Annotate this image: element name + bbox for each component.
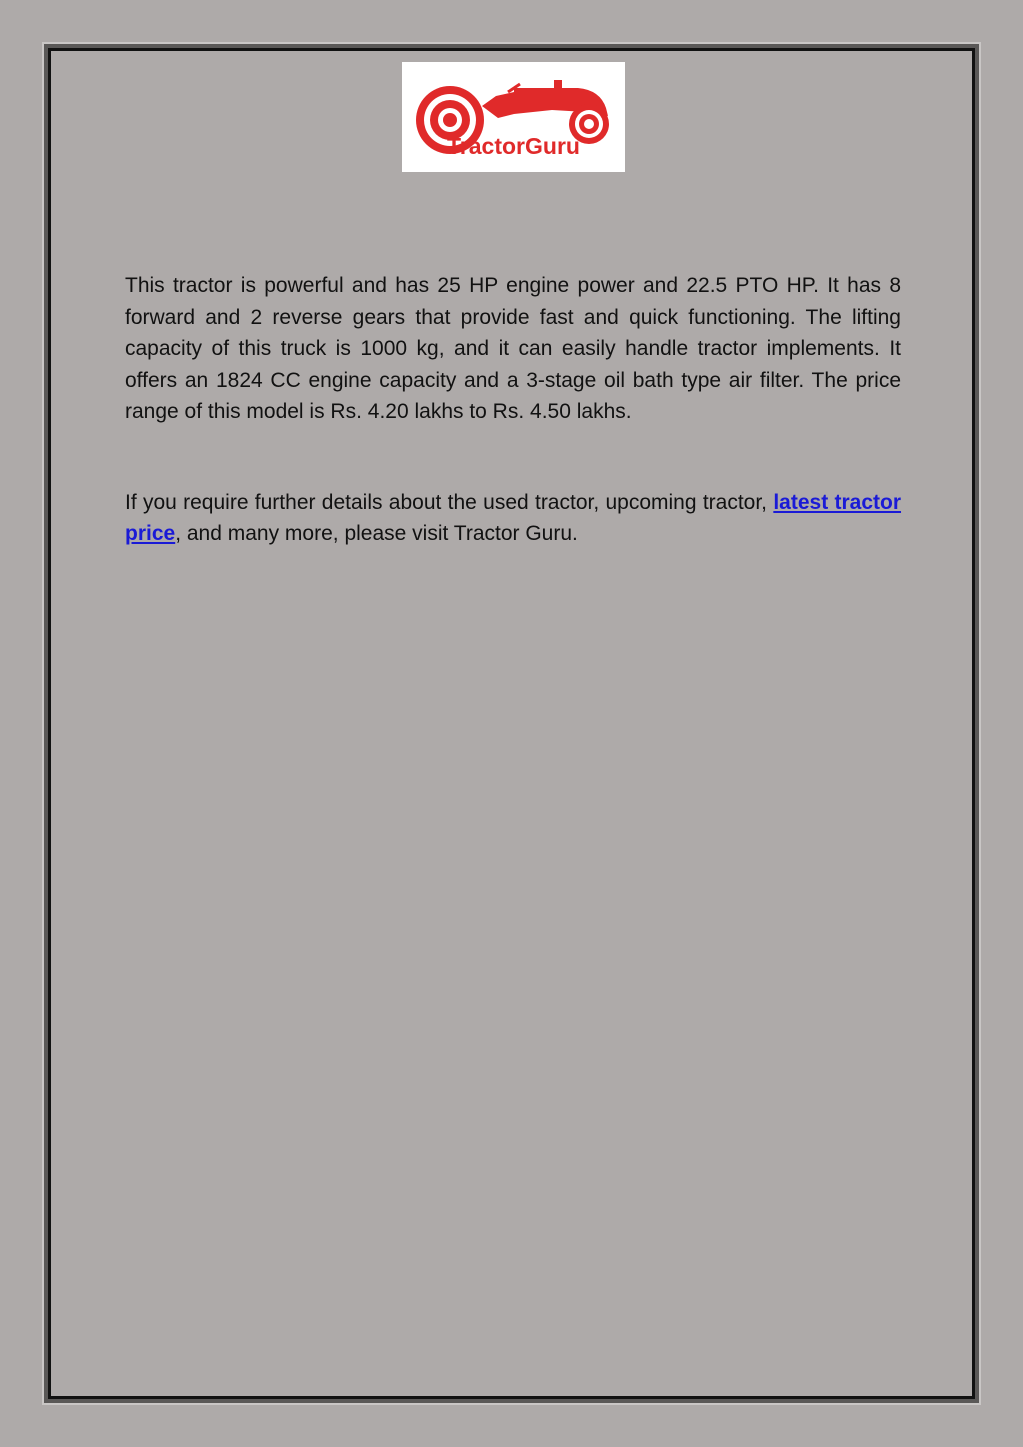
- article-body: [125, 270, 901, 550]
- paragraph-visit: [125, 487, 901, 550]
- paragraph-visit-text-before: If you require further details about the used tractor, upcoming tractor,: [125, 490, 774, 514]
- tractorguru-logo: [402, 62, 625, 172]
- paragraph-visit-text-after: , and many more, please visit Tractor Guru.: [175, 522, 578, 545]
- tractor-icon: [402, 62, 625, 172]
- page-border-inner: [48, 48, 975, 1399]
- latest-tractor-price-link[interactable]: latest tractor price: [125, 490, 902, 545]
- paragraph-specs: This tractor is powerful and has 25 HP engine power and 22.5 PTO HP. It has 8 forward and 2 reverse gears that provide fast and quick functioning. The lifting capacity of this truck is 1000 kg, and it can easily handle tractor implements. It offers an 1824 CC engine capacity and a 3-stage oil bath type air filter. The price range of this model is Rs. 4.20 lakhs to Rs. 4.50 lakhs.: [125, 274, 901, 423]
- logo-text: TractorGuru: [447, 133, 580, 159]
- page-border-outer: [42, 42, 981, 1405]
